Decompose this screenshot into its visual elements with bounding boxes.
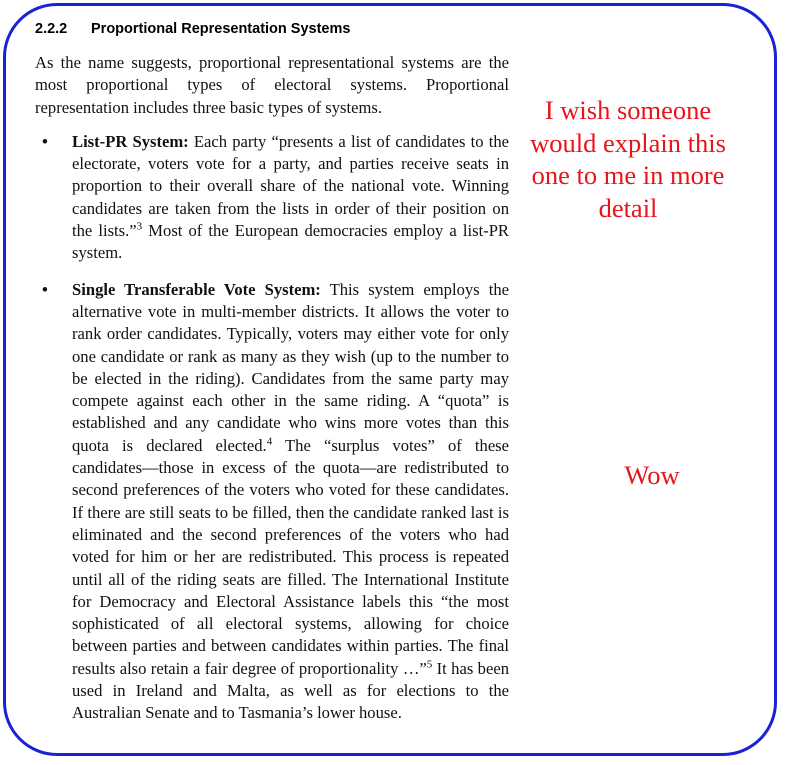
- annotation-wow: Wow: [624, 460, 680, 490]
- intro-paragraph: As the name suggests, proportional representational systems are the most proportional types of electoral systems. Proportional representation includes three basic types of systems.: [35, 53, 509, 117]
- list-item: [35, 131, 509, 265]
- annotation-explain-request: I wish someone would explain this one to me in more detail: [530, 95, 726, 223]
- item-term: Single Transferable Vote System:: [72, 279, 321, 299]
- item-text-after: The “surplus votes” of these candidates—those in excess of the quota—are redistributed to second preferences of the voters who voted for these candidates. If there are still seats to be filled, then the candidate ranked last is eliminated and the second preferences of the voters who had voted for him or her are redistributed. This process is repeated until all of the riding seats are filled. The International Institute for Democracy and Electoral Assistance labels this “the most sophisticated of all electoral systems, allowing for choice between parties and between candidates within parties. The final results also retain a fair degree of proportionality …”: [72, 435, 510, 678]
- list-item: [35, 279, 509, 725]
- footnote-marker: 5: [426, 658, 433, 671]
- item-text-after: Most of the European democracies employ a list-PR system.: [72, 221, 510, 263]
- footnote-marker: 4: [266, 435, 273, 448]
- section-number: 2.2.2: [35, 21, 68, 37]
- item-text: This system employs the alternative vote in multi-member districts. It allows the voter to rank order candidates. Typically, voters may either vote for only one candidate or rank as many as they wish (up to the number to be elected in the riding). Candidates from the same party may compete against each other in the same riding. A “quota” is established and any candidate who wins more votes than this quota is declared elected.: [72, 279, 509, 455]
- section-title: Proportional Representation Systems: [91, 21, 351, 37]
- document-body: [35, 52, 509, 739]
- bullet-icon: •: [42, 131, 48, 151]
- item-text: Each party “presents a list of candidates to the electorate, voters vote for a party, and parties receive seats in proportion to their overall share of the national vote. Winning candidates are taken from the lists in order of their position on the lists.”: [72, 131, 509, 241]
- section-heading: [35, 21, 350, 37]
- footnote-marker: 3: [136, 220, 143, 233]
- bullet-icon: •: [42, 279, 48, 299]
- item-term: List-PR System:: [72, 131, 189, 151]
- item-text-end: It has been used in Ireland and Malta, as well as for elections to the Australian Senate and to Tasmania’s lower house.: [72, 658, 509, 723]
- bullet-list: [35, 131, 509, 725]
